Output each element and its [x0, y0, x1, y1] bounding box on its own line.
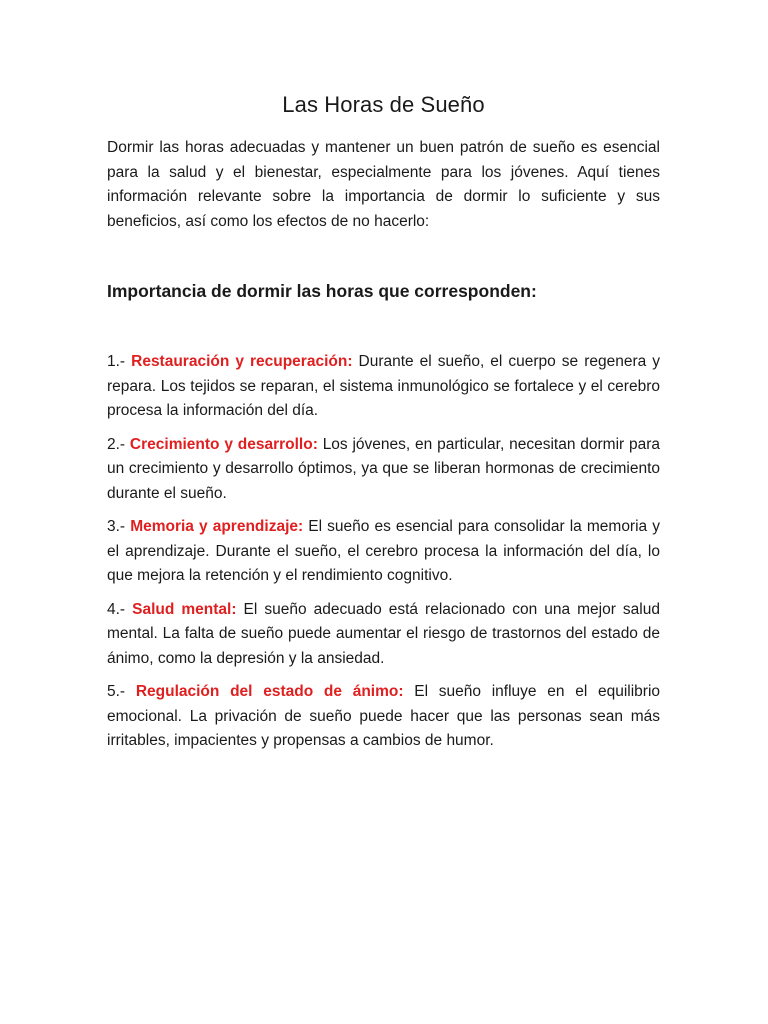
item-term: Regulación del estado de ánimo: — [135, 683, 404, 700]
item-term: Crecimiento y desarrollo: — [129, 435, 318, 453]
list-item — [107, 515, 660, 589]
intro-paragraph: Dormir las horas adecuadas y mantener un buen patrón de sueño es esencial para la salud y el bienestar, especialmente para los jóvenes. Aquí tienes información relevante sobre la importancia de dormir lo suficiente y sus beneficios, así como los efectos de no hacerlo: — [107, 139, 660, 230]
item-text: El sueño es esencial para consolidar la memoria y el aprendizaje. Durante el sueño, el cerebro procesa la información del día, lo que mejora la retención y el rendimiento cognitivo. — [107, 518, 660, 584]
importance-list — [107, 350, 660, 754]
item-number: 5.- — [107, 683, 126, 700]
item-number: 3.- — [107, 518, 126, 535]
item-text: Los jóvenes, en particular, necesitan dormir para un crecimiento y desarrollo óptimos, ya que se liberan hormonas de crecimiento durante el sueño. — [107, 435, 661, 502]
item-term: Restauración y recuperación: — [131, 353, 353, 370]
item-term: Memoria y aprendizaje: — [130, 518, 304, 535]
list-item — [107, 433, 660, 507]
section-heading: Importancia de dormir las horas que corresponden: — [107, 281, 537, 301]
item-number: 4.- — [107, 600, 126, 618]
item-number: 1.- — [107, 353, 126, 370]
item-term: Salud mental: — [132, 600, 237, 618]
item-text: El sueño adecuado está relacionado con una mejor salud mental. La falta de sueño puede aumentar el riesgo de trastornos del estado de ánimo, como la depresión y la ansiedad. — [107, 600, 660, 667]
list-item — [107, 350, 660, 424]
item-text: Durante el sueño, el cuerpo se regenera y repara. Los tejidos se reparan, el sistema inmunológico se fortalece y el cerebro procesa la información del día. — [107, 353, 660, 419]
document-title: Las Horas de Sueño — [282, 92, 485, 117]
list-item — [107, 598, 660, 672]
list-item — [107, 680, 660, 754]
item-text: El sueño influye en el equilibrio emocional. La privación de sueño puede hacer que las personas sean más irritables, impacientes y propensas a cambios de humor. — [107, 683, 661, 749]
item-number: 2.- — [107, 435, 126, 453]
